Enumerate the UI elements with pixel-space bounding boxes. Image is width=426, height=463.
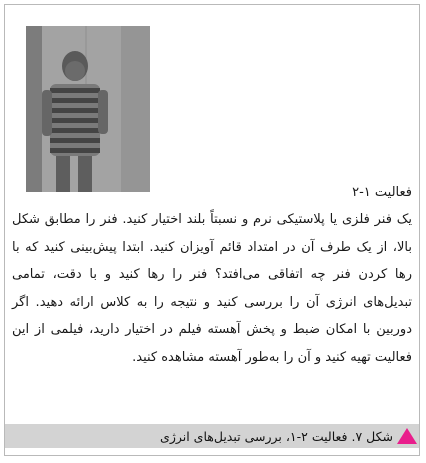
activity-paragraph: یک فنر فلزی یا پلاستیکی نرم و نسبتاً بلند اختیار کنید. فنر را مطابق شکل بالا، از یک طرف آن در امتداد قائم آویزان کنید. ابتدا پیش‌بینی کنید که با رها کردن فنر چه اتفاقی می‌افتد؟ فنر را رها کنید و با دقت، تمامی تبدیل‌های انرژی آن را بررسی کنید و نتیجه را به کلاس ارائه دهید. اگر دوربین با امکان ضبط و پخش آهسته فیلم در اختیار دارید، فیلمی از این فعالیت تهیه کنید و آن را به‌طور آهسته مشاهده کنید. xyxy=(12,212,412,365)
figure-caption: شکل ۷. فعالیت ۲-۱، بررسی تبدیل‌های انرژی xyxy=(160,428,393,444)
figure-caption-bar xyxy=(5,424,419,448)
activity-title: فعالیت ۱-۲ xyxy=(352,185,412,200)
activity-section xyxy=(12,182,412,371)
activity-photo xyxy=(26,26,150,192)
photo-of-person xyxy=(26,26,150,192)
triangle-marker-icon xyxy=(397,428,417,444)
